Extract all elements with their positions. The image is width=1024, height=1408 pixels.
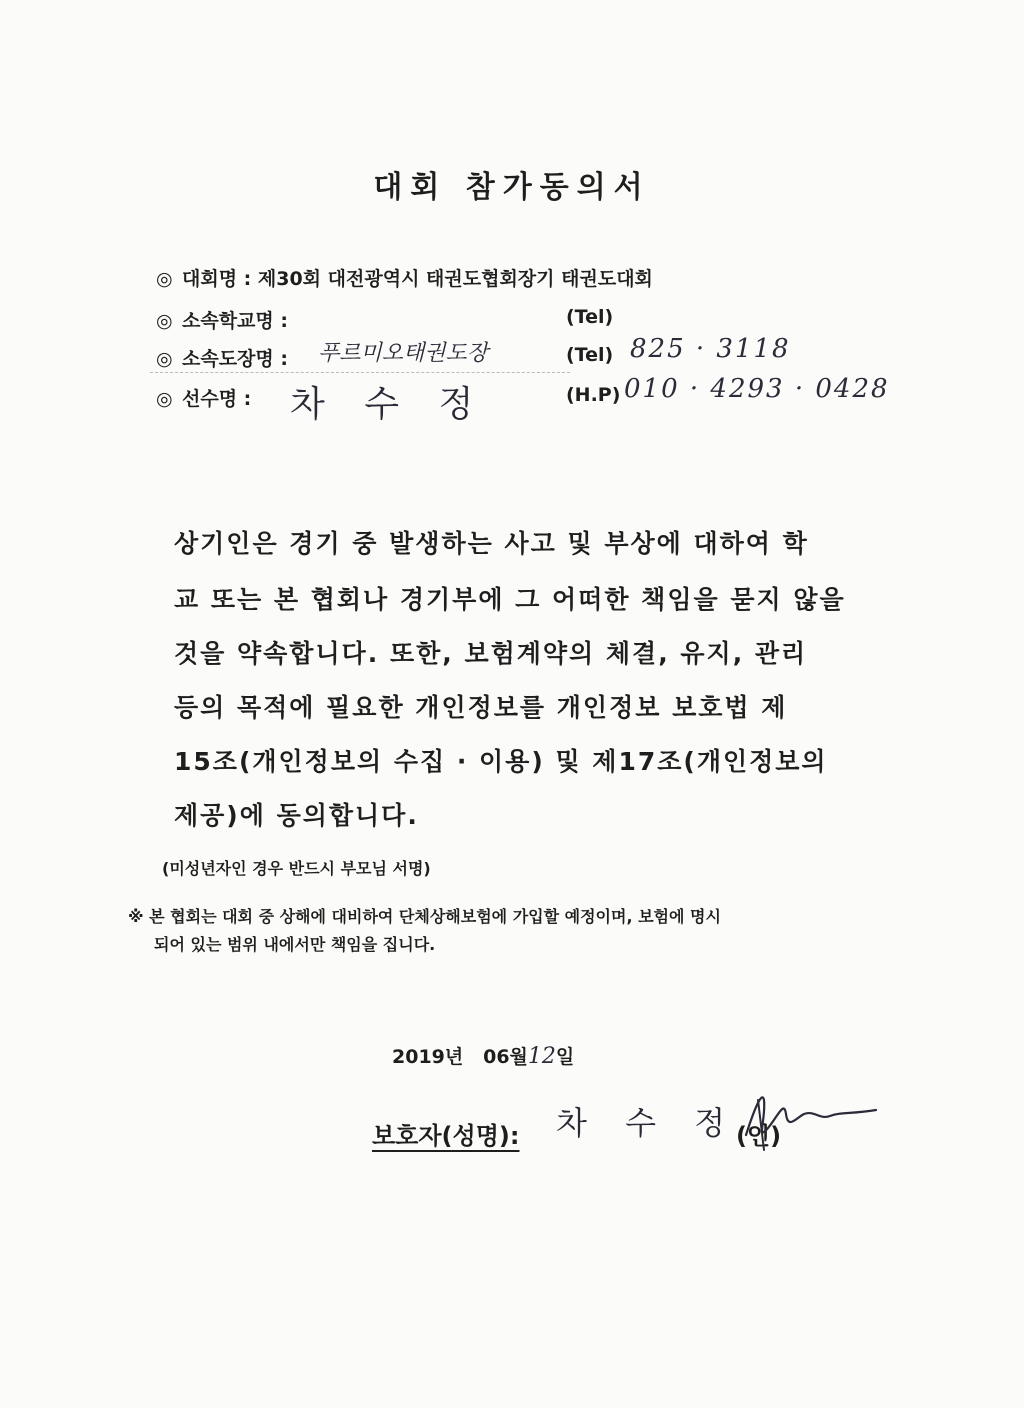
field-separator: : bbox=[237, 388, 252, 410]
handwritten-guardian-name: 차 수 정 bbox=[556, 1104, 740, 1142]
field-value: 제30회 대전광역시 태권도협회장기 태권도대회 bbox=[257, 268, 653, 290]
field-dojang-name bbox=[156, 344, 288, 371]
consent-body-line: 교 또는 본 협회나 경기부에 그 어떠한 책임을 묻지 않을 bbox=[174, 585, 846, 614]
athlete-phone-label: (H.P) bbox=[566, 384, 621, 406]
field-athlete-name bbox=[156, 384, 251, 411]
field-label: 소속도장명 bbox=[182, 348, 274, 370]
signing-date bbox=[392, 1042, 574, 1069]
insurance-note-line: 되어 있는 범위 내에서만 책임을 집니다. bbox=[154, 935, 436, 954]
seal-mark: (인) bbox=[736, 1122, 782, 1150]
bullet-icon: ◎ bbox=[156, 268, 173, 290]
dojang-tel-label: (Tel) bbox=[566, 344, 614, 366]
insurance-note-line: ※ 본 협회는 대회 중 상해에 대비하여 단체상해보험에 가입할 예정이며, 보험에 명시 bbox=[128, 907, 721, 926]
handwritten-athlete-name: 차 수 정 bbox=[290, 384, 488, 425]
consent-body-line: 등의 목적에 필요한 개인정보를 개인정보 보호법 제 bbox=[174, 693, 788, 722]
handwritten-date-day: 12 bbox=[527, 1044, 556, 1069]
date-year: 2019년 bbox=[392, 1046, 464, 1068]
handwritten-dojang-name: 푸르미오태권도장 bbox=[318, 341, 489, 366]
field-label: 선수명 bbox=[182, 388, 238, 410]
consent-body-line: 것을 약속합니다. 또한, 보험계약의 체결, 유지, 관리 bbox=[174, 639, 808, 668]
field-school-name bbox=[156, 306, 288, 333]
bullet-icon: ◎ bbox=[156, 348, 173, 370]
field-separator: : bbox=[237, 268, 258, 290]
signature-scribble-icon bbox=[734, 1080, 884, 1160]
field-separator: : bbox=[273, 310, 288, 332]
minor-guardian-note: (미성년자인 경우 반드시 부모님 서명) bbox=[162, 859, 431, 878]
consent-body-line: 제공)에 동의합니다. bbox=[174, 801, 419, 830]
divider-line bbox=[150, 372, 570, 373]
consent-body-line: 상기인은 경기 중 발생하는 사고 및 부상에 대하여 학 bbox=[174, 529, 809, 558]
date-month: 06월 bbox=[483, 1046, 528, 1068]
field-separator: : bbox=[273, 348, 288, 370]
handwritten-dojang-tel: 825 · 3118 bbox=[630, 334, 791, 364]
bullet-icon: ◎ bbox=[156, 388, 173, 410]
bullet-icon: ◎ bbox=[156, 310, 173, 332]
guardian-label: 보호자(성명): bbox=[372, 1122, 520, 1150]
field-competition-name bbox=[156, 264, 653, 291]
date-day-unit: 일 bbox=[555, 1046, 575, 1068]
document-title: 대회 참가동의서 bbox=[373, 170, 651, 205]
handwritten-athlete-phone: 010 · 4293 · 0428 bbox=[624, 374, 890, 404]
field-label: 소속학교명 bbox=[182, 310, 274, 332]
school-tel-label: (Tel) bbox=[566, 306, 614, 328]
field-label: 대회명 bbox=[182, 268, 238, 290]
consent-body-line: 15조(개인정보의 수집 · 이용) 및 제17조(개인정보의 bbox=[174, 747, 828, 776]
